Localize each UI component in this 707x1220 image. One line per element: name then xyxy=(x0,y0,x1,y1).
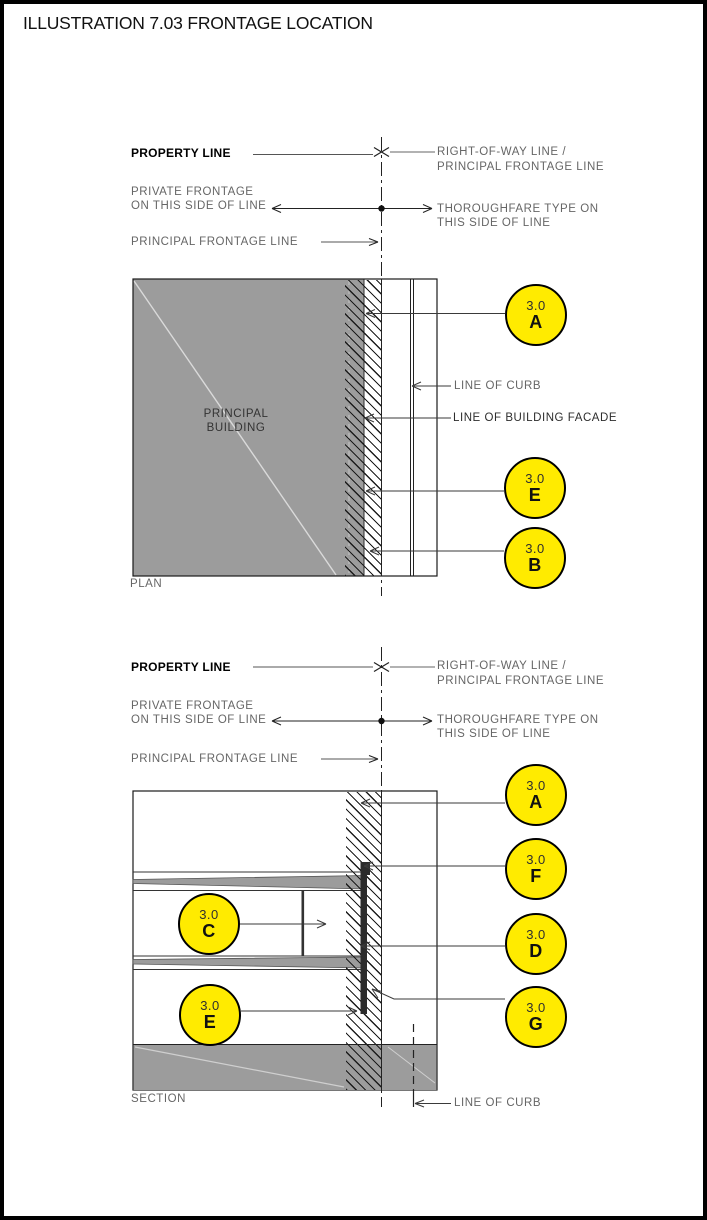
section-callout-C: 3.0 C xyxy=(178,893,240,955)
plan-building-label: PRINCIPAL BUILDING xyxy=(203,408,269,434)
section-caption: SECTION xyxy=(131,1093,186,1105)
section-private-frontage-label: PRIVATE FRONTAGE ON THIS SIDE OF LINE xyxy=(131,700,267,726)
plan-principal-frontage-label: PRINCIPAL FRONTAGE LINE xyxy=(131,236,299,248)
section-callout-E: 3.0 E xyxy=(179,984,241,1046)
plan-thoroughfare-label: THOROUGHFARE TYPE ON THIS SIDE OF LINE xyxy=(437,203,599,229)
illustration-title: ILLUSTRATION 7.03 FRONTAGE LOCATION xyxy=(23,13,373,33)
section-principal-frontage-label: PRINCIPAL FRONTAGE LINE xyxy=(131,753,299,765)
plan-caption: PLAN xyxy=(130,578,163,590)
section-callout-F: 3.0 F xyxy=(505,838,567,900)
plan-private-frontage-label: PRIVATE FRONTAGE ON THIS SIDE OF LINE xyxy=(131,186,267,212)
section-thoroughfare-label: THOROUGHFARE TYPE ON THIS SIDE OF LINE xyxy=(437,714,599,740)
section-callout-D: 3.0 D xyxy=(505,913,567,975)
plan-callout-A: 3.0 A xyxy=(505,284,567,346)
section-callout-G: 3.0 G xyxy=(505,986,567,1048)
plan-line-of-curb-label: LINE OF CURB xyxy=(454,380,542,392)
plan-callout-B: 3.0 B xyxy=(504,527,566,589)
plan-callout-E: 3.0 E xyxy=(504,457,566,519)
section-property-line-label: PROPERTY LINE xyxy=(131,660,231,674)
section-callout-A: 3.0 A xyxy=(505,764,567,826)
plan-right-of-way-label: RIGHT-OF-WAY LINE / PRINCIPAL FRONTAGE LINE xyxy=(437,146,605,173)
section-right-of-way-label: RIGHT-OF-WAY LINE / PRINCIPAL FRONTAGE LINE xyxy=(437,660,605,687)
annotation-linework xyxy=(4,4,707,1220)
section-facade-element xyxy=(361,862,371,1014)
section-line-of-curb-label: LINE OF CURB xyxy=(454,1097,542,1109)
plan-property-line-label: PROPERTY LINE xyxy=(131,146,231,160)
plan-line-of-facade-label: LINE OF BUILDING FACADE xyxy=(453,412,618,424)
